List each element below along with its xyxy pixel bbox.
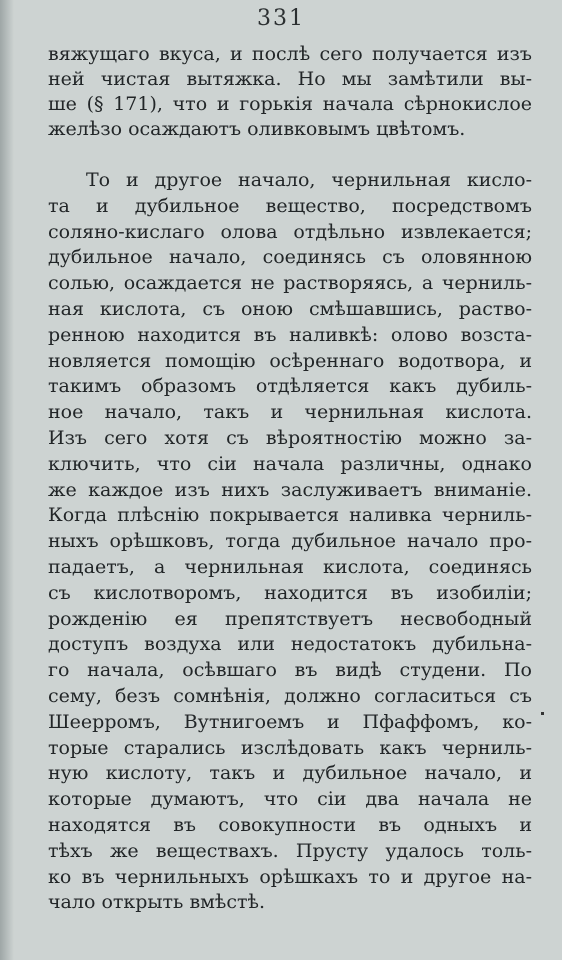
text-line: сему, безъ сомнѣнія, должно согласиться съ bbox=[48, 684, 532, 707]
text-line: ше (§ 171), что и горькія начала сѣрнокислое bbox=[48, 93, 532, 115]
text-line: рожденію ея препятствуетъ несвободный bbox=[48, 607, 532, 630]
text-line: тѣхъ же веществахъ. Прусту удалось толь- bbox=[48, 839, 532, 862]
text-line: же каждое изъ нихъ заслуживаетъ вниманіе. bbox=[48, 478, 532, 501]
text-line: Шеерромъ, Вутнигоемъ и Пфаффомъ, ко- bbox=[48, 710, 532, 733]
text-line: такимъ образомъ отдѣляется какъ дубиль- bbox=[48, 375, 532, 398]
text-line: ренною находится въ наливкѣ: олово возста- bbox=[48, 323, 532, 346]
text-line: чало открыть вмѣстѣ. bbox=[48, 891, 266, 914]
text-line: новляется помощію осѣреннаго водотвора, и bbox=[48, 349, 532, 372]
text-line: ное начало, такъ и чернильная кислота. bbox=[48, 401, 532, 424]
text-line: ную кислоту, такъ и дубильное начало, и bbox=[48, 762, 532, 785]
text-line: съ кислотворомъ, находится въ изобиліи; bbox=[48, 581, 532, 604]
text-line: го начала, осѣвшаго въ видѣ студени. По bbox=[48, 659, 532, 682]
text-line: торые старались изслѣдовать какъ черниль- bbox=[48, 736, 532, 759]
text-line: Изъ сего хотя съ вѣроятностію можно за- bbox=[48, 426, 532, 449]
paragraph-2 bbox=[48, 168, 532, 916]
text-line: ныхъ орѣшковъ, тогда дубильное начало про- bbox=[48, 530, 532, 553]
text-line: ней чистая вытяжка. Но мы замѣтили вы- bbox=[48, 68, 532, 90]
text-line: находятся въ совокупности въ одныхъ и bbox=[48, 813, 532, 836]
text-line: падаетъ, а чернильная кислота, соединясь bbox=[48, 555, 532, 578]
text-line: ко въ чернильныхъ орѣшкахъ то и другое на- bbox=[48, 865, 532, 888]
text-line: Когда плѣснію покрывается наливка черниль- bbox=[48, 504, 532, 527]
text-line: ключить, что сіи начала различны, однако bbox=[48, 452, 532, 475]
text-line: солью, осаждается не растворяясь, а черниль- bbox=[48, 272, 532, 295]
text-line: доступъ воздуха или недостатокъ дубильна- bbox=[48, 633, 532, 656]
text-line: желѣзо осаждаютъ оливковымъ цвѣтомъ. bbox=[48, 118, 466, 140]
scan-speck bbox=[541, 712, 544, 715]
text-line: дубильное начало, соединясь съ оловянною bbox=[48, 246, 532, 269]
paragraph-1 bbox=[48, 42, 532, 142]
page-number: 331 bbox=[257, 6, 305, 31]
text-line: вяжущаго вкуса, и послѣ сего получается изъ bbox=[48, 43, 532, 65]
text-line: То и другое начало, чернильная кисло- bbox=[86, 169, 532, 191]
text-line: соляно-кислаго олова отдѣльно извлекается; bbox=[48, 220, 532, 243]
text-line: та и дубильное вещество, посредствомъ bbox=[48, 194, 532, 217]
binding-shadow bbox=[0, 0, 14, 960]
text-line: ная кислота, съ оною смѣшавшись, раство- bbox=[48, 297, 532, 320]
text-line: которые думаютъ, что сіи два начала не bbox=[48, 788, 532, 811]
